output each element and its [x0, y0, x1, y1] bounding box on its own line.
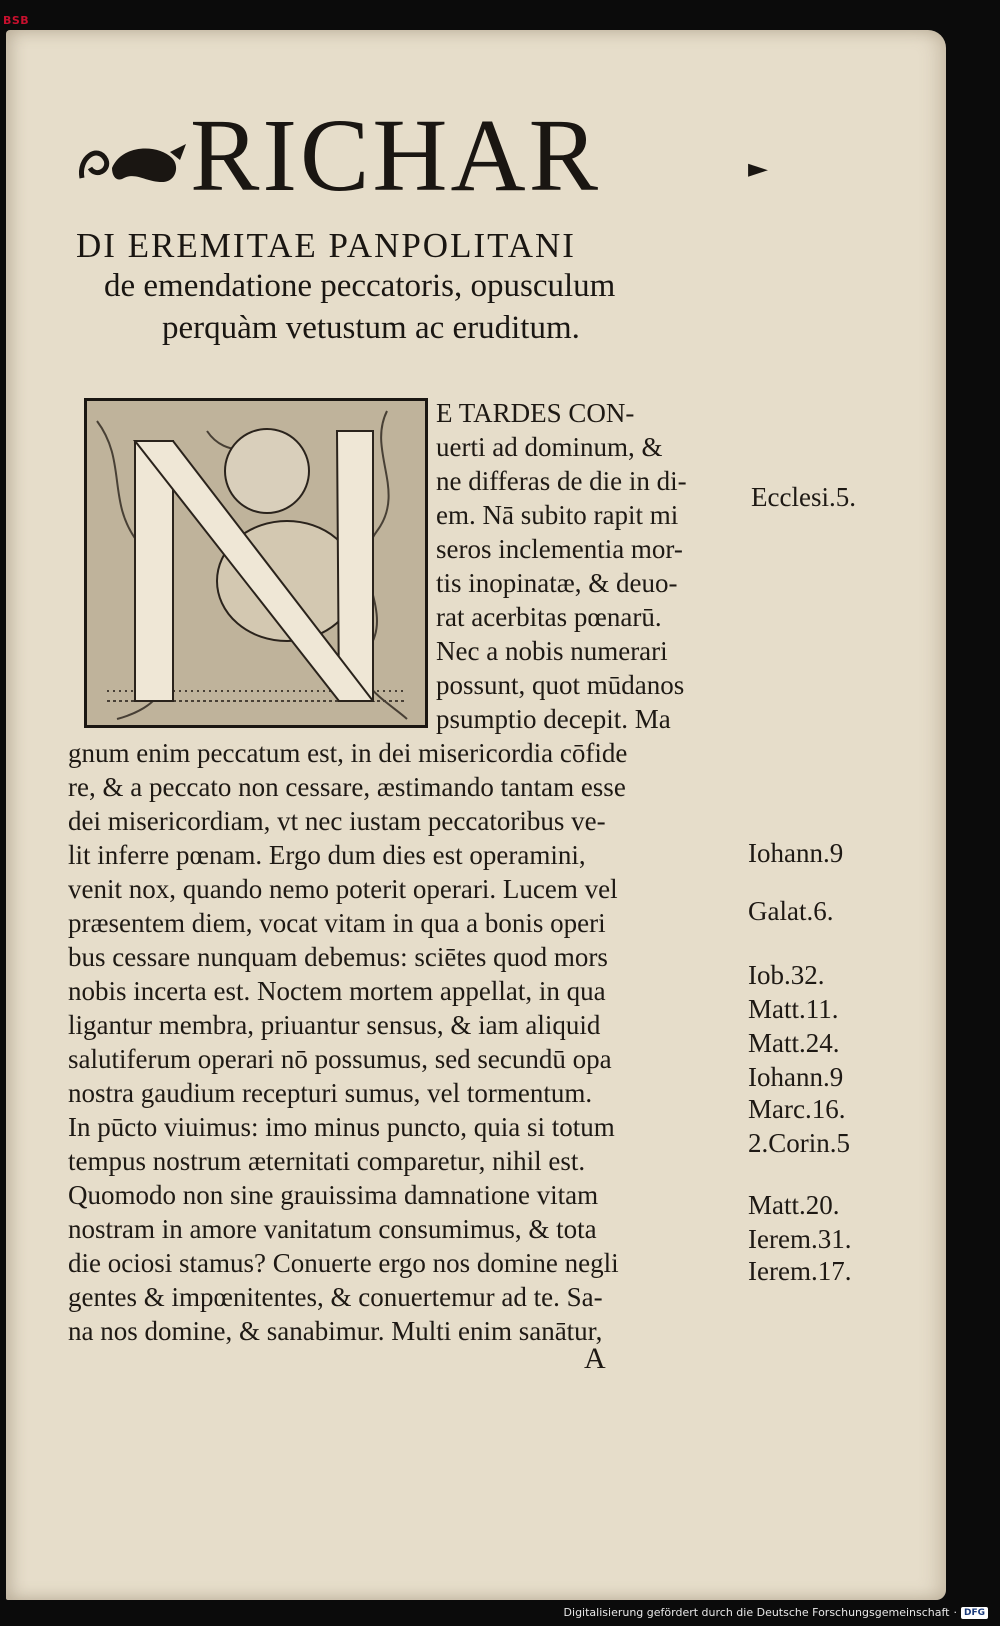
library-mark: BSB [3, 14, 30, 27]
title-large: RICHAR [190, 98, 601, 213]
margin-reference: 2.Corin.5 [748, 1128, 851, 1158]
digitization-credit: Digitalisierung gefördert durch die Deutsche Forschungsgemeinschaft · DFG [564, 1606, 988, 1619]
text-line: Nec a nobis numerari [436, 636, 668, 666]
title-line-4: perquàm vetustum ac eruditum. [162, 310, 580, 346]
text-line: uerti ad dominum, & [436, 432, 663, 462]
text-line: tis inopinatæ, & deuo- [436, 568, 678, 598]
margin-reference: Galat.6. [748, 896, 834, 926]
title-line-3: de emendatione peccatoris, opusculum [104, 268, 616, 304]
text-line: possunt, quot mūdanos [436, 670, 685, 700]
title-line-2: DI EREMITAE PANPOLITANI [76, 226, 576, 265]
text-line: ligantur membra, priuantur sensus, & iam aliquid [68, 1010, 601, 1040]
margin-reference: Iohann.9 [748, 838, 844, 868]
text-line: gnum enim peccatum est, in dei misericordia cōfide [68, 738, 628, 768]
margin-reference: Iob.32. [748, 960, 825, 990]
text-line: venit nox, quando nemo poterit operari. Lucem vel [68, 874, 618, 904]
text-line: die ociosi stamus? Conuerte ergo nos domine negli [68, 1248, 619, 1278]
book-page [6, 30, 946, 1600]
text-line: bus cessare nunquam debemus: sciētes quod mors [68, 942, 608, 972]
text-line: ne differas de die in di- [436, 466, 687, 496]
text-line: re, & a peccato non cessare, æstimando tantam esse [68, 772, 626, 802]
signature-mark: A [584, 1342, 606, 1375]
text-line: gentes & impœnitentes, & conuertemur ad te. Sa- [68, 1282, 603, 1312]
dfg-logo: DFG [961, 1607, 988, 1619]
text-line: Quomodo non sine grauissima damnatione vitam [68, 1180, 599, 1210]
margin-reference: Iohann.9 [748, 1062, 844, 1092]
text-line: lit inferre pœnam. Ergo dum dies est operamini, [68, 840, 586, 870]
text-line: dei misericordiam, vt nec iustam peccatoribus ve- [68, 806, 606, 836]
text-line: salutiferum operari nō possumus, sed secundū opa [68, 1044, 612, 1074]
text-line: em. Nā subito rapit mi [436, 500, 679, 530]
text-line: nostra gaudium recepturi sumus, vel tormentum. [68, 1078, 593, 1108]
text-line: rat acerbitas pœnarū. [436, 602, 662, 632]
text-line: E TARDES CON- [436, 398, 635, 428]
woodcut-initial-n [84, 398, 428, 728]
text-line: nostram in amore vanitatum consumimus, & tota [68, 1214, 597, 1244]
text-line: na nos domine, & sanabimur. Multi enim sanātur, [68, 1316, 603, 1346]
margin-reference: Matt.11. [748, 994, 839, 1024]
margin-reference: Matt.20. [748, 1190, 840, 1220]
text-line: psumptio decepit. Ma [436, 704, 671, 734]
text-line: nobis incerta est. Noctem mortem appellat, in qua [68, 976, 606, 1006]
title-end-mark: ► [748, 154, 768, 184]
text-line: In pūcto viuimus: imo minus puncto, quia si totum [68, 1112, 615, 1142]
text-line: tempus nostrum æternitati comparetur, nihil est. [68, 1146, 586, 1176]
fleuron-ornament-icon [76, 138, 188, 192]
margin-reference: Marc.16. [748, 1094, 846, 1124]
margin-reference: Ierem.31. [748, 1224, 852, 1254]
credit-text: Digitalisierung gefördert durch die Deutsche Forschungsgemeinschaft [563, 1606, 950, 1619]
text-line: seros inclementia mor- [436, 534, 683, 564]
text-line: præsentem diem, vocat vitam in qua a bonis operi [68, 908, 606, 938]
margin-reference: Matt.24. [748, 1028, 840, 1058]
margin-reference: Ierem.17. [748, 1256, 852, 1286]
margin-reference: Ecclesi.5. [751, 482, 856, 512]
